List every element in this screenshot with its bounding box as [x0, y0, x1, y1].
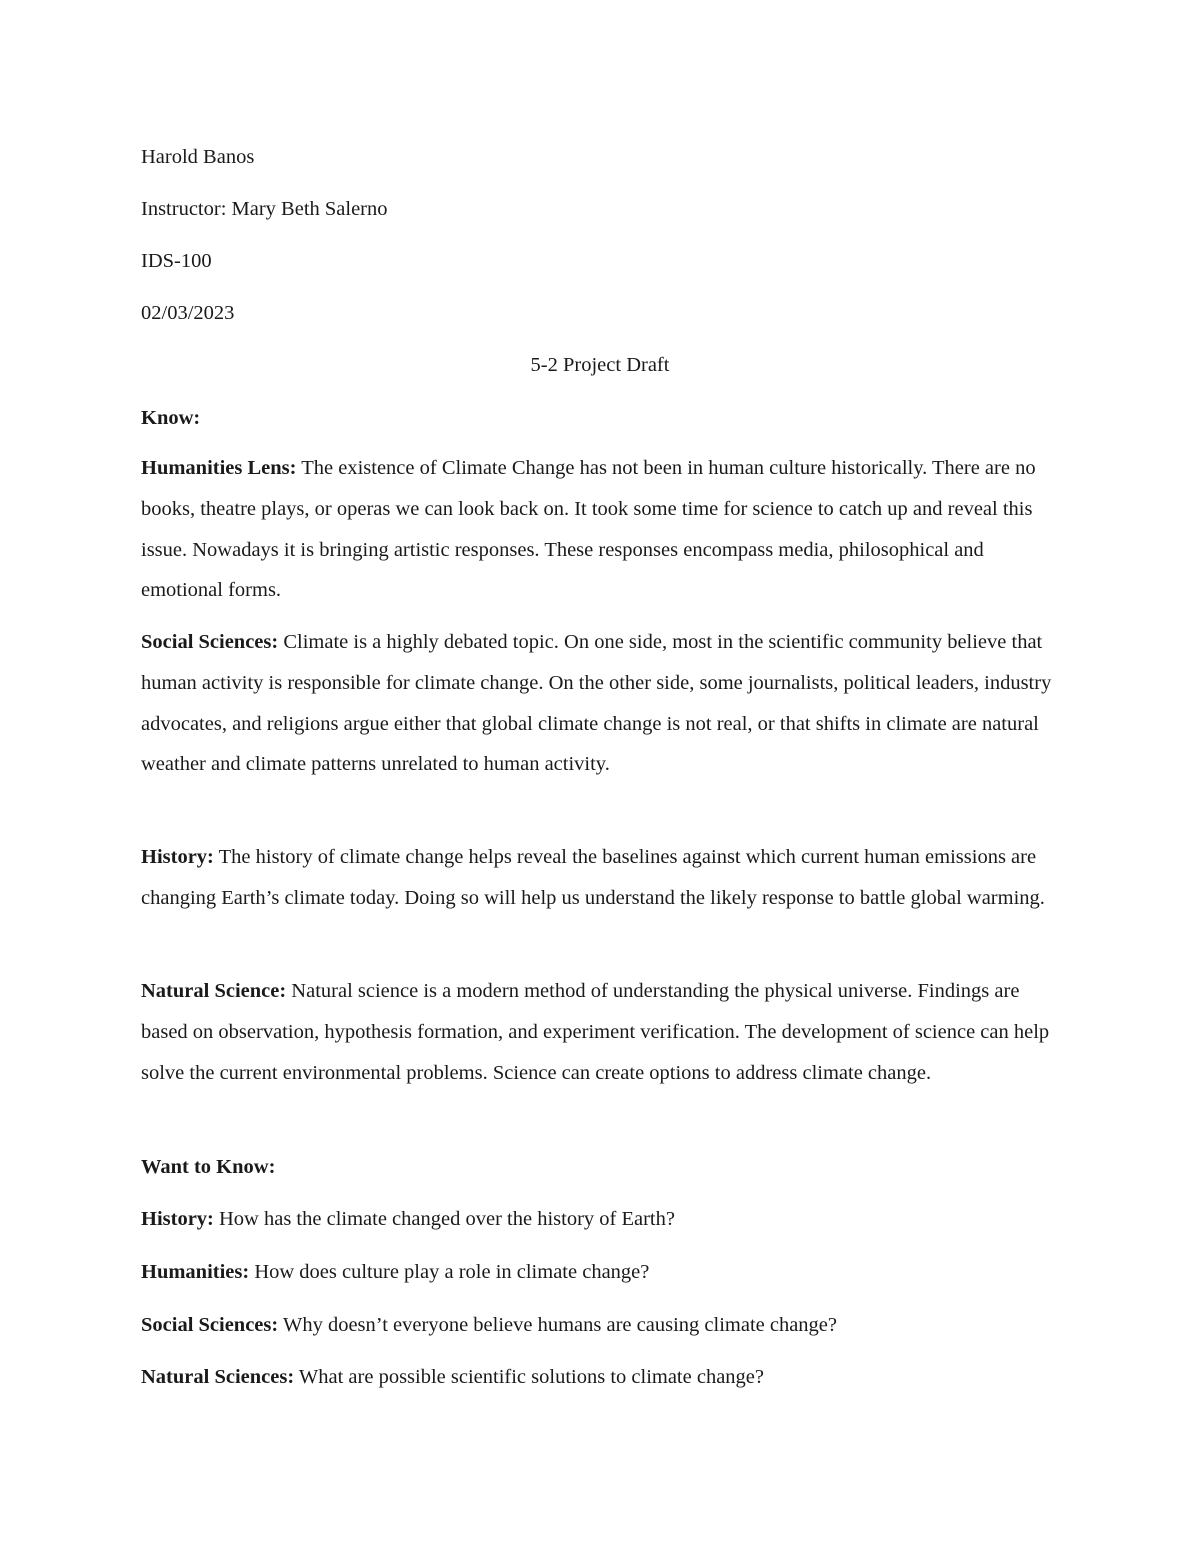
item-text: Why doesn’t everyone believe humans are causing climate change?	[278, 1314, 838, 1336]
section-label: Social Sciences:	[141, 631, 279, 653]
section-text: The existence of Climate Change has not been in human culture historically. There are no books, theatre plays, or operas we can look back on. It took some time for science to catch up and reveal this issue. Nowadays it is bringing artistic responses. These responses encompass media, philosophical and emotional forms.	[141, 457, 1036, 602]
instructor-line: Instructor: Mary Beth Salerno	[141, 198, 388, 220]
section-label: Natural Science:	[141, 980, 287, 1002]
want-to-know-natural-sciences	[141, 1365, 764, 1389]
submission-date: 02/03/2023	[141, 302, 235, 324]
want-to-know-heading: Want to Know:	[141, 1156, 276, 1178]
natural-science-paragraph	[141, 971, 1056, 1093]
want-to-know-humanities	[141, 1260, 649, 1284]
section-text: Natural science is a modern method of understanding the physical universe. Findings are based on observation, hypothesis formation, and experiment verification. The development of science can help solve the current environmental problems. Science can create options to address climate change.	[141, 980, 1050, 1084]
item-label: Social Sciences:	[141, 1314, 279, 1336]
document-title: 5-2 Project Draft	[530, 354, 670, 376]
course-code: IDS-100	[141, 250, 212, 272]
humanities-lens-paragraph	[141, 448, 1056, 611]
want-to-know-history	[141, 1207, 675, 1231]
item-text: What are possible scientific solutions to climate change?	[294, 1366, 764, 1388]
item-text: How has the climate changed over the history of Earth?	[213, 1208, 675, 1230]
history-paragraph	[141, 837, 1056, 919]
section-text: Climate is a highly debated topic. On one side, most in the scientific community believe that human activity is responsible for climate change. On the other side, some journalists, political leaders, industry advocates, and religions argue either that global climate change is not real, or that shifts in climate are natural weather and climate patterns unrelated to human activity.	[141, 631, 1052, 776]
student-name: Harold Banos	[141, 146, 255, 168]
section-label: Humanities Lens:	[141, 457, 297, 479]
social-sciences-paragraph	[141, 622, 1056, 785]
item-label: History:	[141, 1208, 214, 1230]
item-text: How does culture play a role in climate change?	[249, 1261, 650, 1283]
item-label: Humanities:	[141, 1261, 250, 1283]
section-label: History:	[141, 846, 214, 868]
want-to-know-social-sciences	[141, 1313, 837, 1337]
know-heading: Know:	[141, 407, 201, 429]
section-text: The history of climate change helps reveal the baselines against which current human emissions are changing Earth’s climate today. Doing so will help us understand the likely response to battle global warming.	[141, 846, 1045, 909]
item-label: Natural Sciences:	[141, 1366, 295, 1388]
